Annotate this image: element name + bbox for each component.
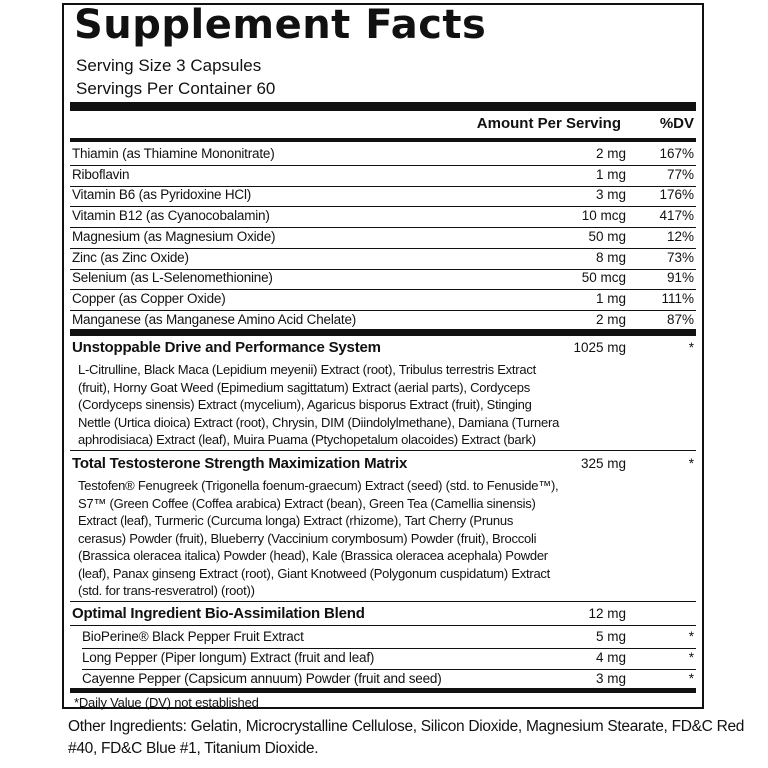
nutrient-name: Thiamin (as Thiamine Mononitrate)	[72, 146, 275, 161]
nutrient-amount: 10 mcg	[581, 208, 626, 224]
nutrient-row	[70, 185, 696, 205]
servings-per-container: Servings Per Container 60	[76, 79, 276, 98]
bottom-divider	[70, 688, 696, 693]
nutrient-name: Selenium (as L-Selenomethionine)	[72, 270, 273, 286]
thick-divider	[70, 329, 696, 336]
blend-testosterone-row	[70, 454, 696, 474]
other-ingredients: Other Ingredients: Gelatin, Microcrystalline Cellulose, Silicon Dioxide, Magnesium Stearate, FD&C Red #40, FD&C Blue #1, Titanium Dioxide.	[68, 718, 745, 757]
nutrient-row	[70, 289, 696, 309]
nutrient-row	[70, 165, 696, 185]
ingredient-line: Extract (leaf), Turmeric (Curcuma longa) Extract (rhizome), Tart Cherry (Prunus	[78, 513, 514, 528]
ingredient-line: (Cordyceps sinensis) Extract (mycelium), Agaricus bisporus Extract (fruit), Stinging	[78, 397, 532, 412]
blend-item-dv: *	[688, 629, 694, 644]
blend-item-amount: 4 mg	[595, 650, 626, 665]
nutrient-dv: 87%	[666, 311, 694, 327]
blend-item-name: Long Pepper (Piper longum) Extract (fruit and leaf)	[82, 650, 375, 665]
row-divider	[70, 625, 696, 626]
ingredient-line: (Brassica oleracea italica) Powder (head), Kale (Brassica oleracea acephala) Powder	[78, 548, 548, 563]
ingredient-line: aphrodisiaca) Extract (leaf), Muira Puama (Ptychopetalum olacoides) Extract (bark)	[78, 432, 536, 447]
row-divider	[70, 601, 696, 602]
nutrient-amount: 1 mg	[595, 166, 626, 182]
nutrient-row	[70, 227, 696, 247]
blend-item-row	[82, 648, 696, 668]
nutrient-amount: 2 mg	[595, 146, 626, 161]
blend-dv: *	[688, 456, 694, 471]
ingredient-line: (fruit), Horny Goat Weed (Epimedium sagittatum) Extract (aerial parts), Cordyceps	[78, 379, 530, 395]
blend-item-name: Cayenne Pepper (Capsicum annuum) Powder (fruit and seed)	[82, 671, 442, 686]
blend-drive-ingredients	[78, 361, 558, 449]
nutrient-amount: 50 mcg	[581, 270, 626, 286]
ingredient-line: L-Citrulline, Black Maca (Lepidium meyenii) Extract (root), Tribulus terrestris Extract	[78, 362, 536, 377]
blend-amount: 325 mg	[580, 456, 626, 471]
nutrient-amount: 3 mg	[595, 187, 626, 203]
nutrient-dv: 12%	[666, 228, 694, 244]
header-divider	[70, 138, 696, 142]
nutrient-dv: 167%	[659, 146, 694, 161]
ingredient-line: S7™ (Green Coffee (Coffea arabica) Extract (bean), Green Tea (Camellia sinensis)	[78, 495, 536, 511]
nutrient-name: Manganese (as Manganese Amino Acid Chelate)	[72, 311, 357, 327]
panel-title: Supplement Facts	[74, 2, 487, 48]
blend-drive-row	[70, 338, 696, 358]
nutrient-dv: 111%	[661, 290, 694, 306]
ingredient-line: Nettle (Urtica dioica) Extract (root), Chrysin, DIM (Diindolylmethane), Damiana (Turnera	[78, 414, 560, 430]
nutrient-name: Copper (as Copper Oxide)	[72, 290, 226, 306]
blend-item-row	[82, 669, 696, 689]
nutrient-amount: 50 mg	[588, 228, 626, 244]
serving-size: Serving Size 3 Capsules	[76, 56, 262, 75]
blend-item-row	[82, 627, 696, 647]
blend-item-dv: *	[688, 671, 694, 686]
nutrient-name: Vitamin B12 (as Cyanocobalamin)	[72, 208, 270, 224]
ingredient-line: (leaf), Panax ginseng Extract (root), Giant Knotweed (Polygonum cuspidatum) Extract	[78, 565, 551, 581]
blend-item-name: BioPerine® Black Pepper Fruit Extract	[82, 629, 304, 644]
nutrient-dv: 176%	[659, 187, 694, 203]
supplement-facts-panel	[62, 3, 704, 709]
nutrient-dv: 73%	[666, 249, 694, 265]
ingredient-line: (std. for trans-resveratrol) (root))	[78, 583, 255, 598]
nutrient-amount: 8 mg	[595, 249, 626, 265]
nutrient-name: Zinc (as Zinc Oxide)	[72, 249, 189, 265]
dv-footnote: *Daily Value (DV) not established	[74, 695, 259, 710]
nutrient-name: Magnesium (as Magnesium Oxide)	[72, 228, 276, 244]
blend-item-amount: 5 mg	[595, 629, 626, 644]
nutrient-amount: 2 mg	[595, 311, 626, 327]
row-divider	[70, 450, 696, 451]
nutrient-row	[70, 144, 696, 164]
nutrient-name: Riboflavin	[72, 166, 130, 182]
nutrient-row	[70, 206, 696, 226]
nutrient-row	[70, 268, 696, 288]
nutrient-row	[70, 248, 696, 268]
nutrient-dv: 91%	[666, 270, 694, 286]
dv-header: %DV	[659, 115, 694, 132]
blend-name: Unstoppable Drive and Performance System	[72, 339, 381, 356]
blend-amount: 12 mg	[588, 606, 626, 621]
blend-item-amount: 3 mg	[595, 671, 626, 686]
blend-name: Total Testosterone Strength Maximization Matrix	[72, 455, 408, 472]
blend-amount: 1025 mg	[573, 340, 626, 355]
nutrient-dv: 417%	[659, 208, 694, 224]
nutrient-row	[70, 310, 696, 330]
blend-testosterone-ingredients	[78, 477, 558, 600]
nutrient-amount: 1 mg	[595, 290, 626, 306]
ingredient-line: cerasus) Powder (fruit), Blueberry (Vaccinium corymbosum) Powder (fruit), Broccoli	[78, 530, 537, 546]
blend-name: Optimal Ingredient Bio-Assimilation Blend	[72, 605, 365, 622]
amount-header: Amount Per Serving	[476, 115, 621, 132]
nutrient-name: Vitamin B6 (as Pyridoxine HCl)	[72, 187, 252, 203]
blend-bio-row	[70, 604, 696, 624]
thick-divider	[70, 102, 696, 111]
nutrient-dv: 77%	[666, 166, 694, 182]
blend-dv: *	[688, 340, 694, 355]
ingredient-line: Testofen® Fenugreek (Trigonella foenum-graecum) Extract (seed) (std. to Fenuside™),	[78, 478, 559, 493]
blend-item-dv: *	[688, 650, 694, 665]
